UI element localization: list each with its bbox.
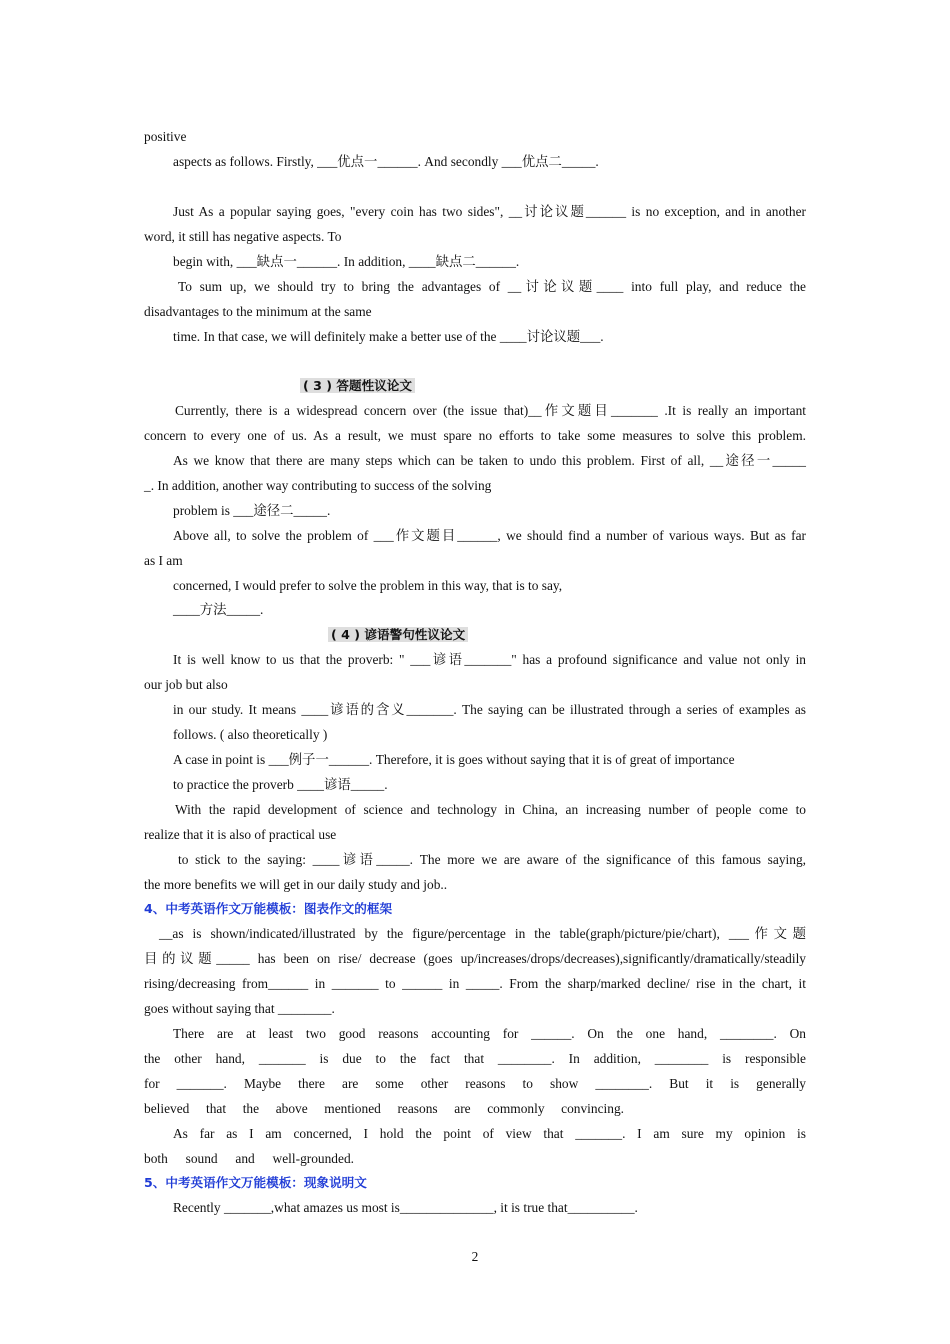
text-line: believed that the above mentioned reasons are commonly convincing. [144,1101,624,1116]
text-line: Just As a popular saying goes, "every coin has two sides", __讨论议题______ is no exception, and in another [173,204,806,219]
text-line: Recently _______,what amazes us most is______________, it is true that__________. [173,1200,638,1215]
text-line: to practice the proverb ____谚语_____. [173,777,388,792]
text-line: as I am [144,553,183,568]
text-line: positive [144,129,187,144]
text-line: As far as I am concerned, I hold the point of view that _______. I am sure my opinion is [173,1126,806,1141]
text-line: goes without saying that ________. [144,1001,335,1016]
text-line: With the rapid development of science and technology in China, an increasing number of people come to [175,802,806,817]
text-line: Above all, to solve the problem of ___作文题目______, we should find a number of various ways. But as far [173,528,806,543]
section-heading-template-phenomenon: 5、中考英语作文万能模板：现象说明文 [144,1175,367,1190]
text-line: the other hand, _______ is due to the fact that ________. In addition, ________ is responsible [144,1051,806,1066]
text-line: Currently, there is a widespread concern over (the issue that)__作文题目_______ .It is really an important [175,403,806,418]
text-line: time. In that case, we will definitely make a better use of the ____讨论议题___. [173,329,604,344]
text-line: both sound and well-grounded. [144,1151,354,1166]
text-line: __as is shown/indicated/illustrated by the figure/percentage in the table(graph/picture/pie/chart), ___作文题 [159,926,806,941]
text-line: our job but also [144,677,228,692]
text-line: It is well know to us that the proverb: " ___谚语_______" has a profound significance and value not only in [173,652,806,667]
text-line: to stick to the saying: ____谚语_____. The more we are aware of the significance of this famous saying, [178,852,806,867]
text-line: word, it still has negative aspects. To [144,229,342,244]
text-line: 目的议题_____ has been on rise/ decrease (goes up/increases/drops/decreases),significantly/dramatically/steadily [144,951,806,966]
text-line: As we know that there are many steps which can be taken to undo this problem. First of all, __途径一_____ [173,453,806,468]
text-line: _. In addition, another way contributing to success of the solving [144,478,492,493]
text-line: disadvantages to the minimum at the same [144,304,372,319]
text-line: To sum up, we should try to bring the advantages of __讨论议题____ into full play, and reduce the [178,279,806,294]
text-line: the more benefits we will get in our daily study and job.. [144,877,448,892]
page-number: 2 [471,1249,479,1264]
section-heading-4: ( 4 ) 谚语警句性议论文 [328,626,468,644]
text-line: There are at least two good reasons accounting for ______. On the one hand, ________. On [173,1026,806,1041]
text-line: A case in point is ___例子一______. Therefore, it is goes without saying that it is of great of importance [173,752,735,767]
text-line: rising/decreasing from______ in _______ to ______ in _____. From the sharp/marked decline/ rise in the chart, it [144,976,806,991]
text-line: for _______. Maybe there are some other reasons to show ________. But it is generally [144,1076,806,1091]
text-line: concerned, I would prefer to solve the problem in this way, that is to say, [173,578,563,593]
text-line: ____方法_____. [173,602,264,617]
text-line: in our study. It means ____谚语的含义_______. The saying can be illustrated through a series of examples as [173,702,806,717]
text-line: follows. ( also theoretically ) [173,727,328,742]
section-heading-template-chart: 4、中考英语作文万能模板：图表作文的框架 [144,901,393,916]
text-line: realize that it is also of practical use [144,827,337,842]
text-line: begin with, ___缺点一______. In addition, ____缺点二______. [173,254,520,269]
section-heading-3: ( 3 ) 答题性议论文 [300,377,415,395]
text-line: concern to every one of us. As a result, we must spare no efforts to take some measures to solve this problem. [144,428,806,443]
text-line: problem is ___途径二_____. [173,503,331,518]
text-line: aspects as follows. Firstly, ___优点一______. And secondly ___优点二_____. [173,154,599,169]
